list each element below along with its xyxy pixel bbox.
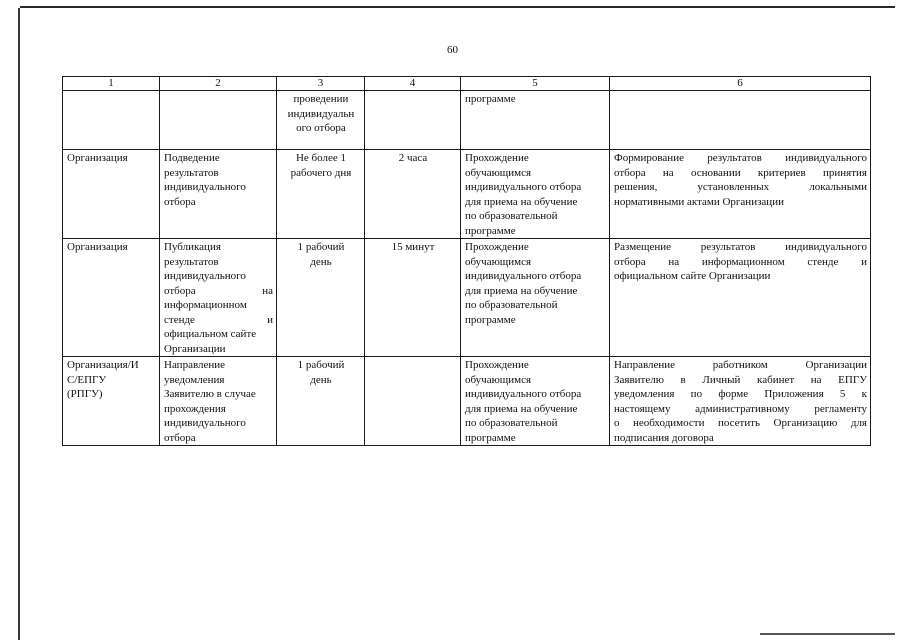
cell-line: отбора — [164, 431, 196, 444]
cell-line: официальном сайте — [164, 328, 257, 340]
cell-time — [365, 150, 461, 239]
cell-line: Заявителю в Личный кабинет на ЕПГУ — [614, 373, 867, 386]
cell-actor — [63, 91, 160, 150]
cell-line: Организация — [67, 152, 128, 164]
cell-line: индивидуальн — [287, 107, 355, 120]
cell-time — [365, 91, 461, 150]
cell-line: С/ЕПГУ — [67, 373, 107, 386]
cell-line: 1 рабочий — [297, 359, 345, 371]
cell-procedure — [160, 150, 277, 239]
column-header: 2 — [160, 77, 277, 91]
cell-line: Прохождение — [465, 152, 529, 164]
cell-line: индивидуального отбора — [465, 388, 582, 400]
scan-border-top — [20, 6, 895, 8]
cell-line: Организация/И — [67, 359, 139, 371]
cell-line: Организация — [67, 241, 128, 253]
cell-result — [610, 239, 871, 357]
column-header: 1 — [63, 77, 160, 91]
cell-line: 15 минут — [391, 241, 435, 253]
cell-line: отбора — [164, 195, 196, 208]
cell-line: нормативными актами Организации — [614, 195, 784, 208]
cell-line: Направление работником Организации — [614, 359, 867, 371]
page-number: 60 — [447, 44, 458, 56]
cell-result — [610, 357, 871, 446]
cell-actor — [63, 150, 160, 239]
cell-line: по образовательной — [465, 417, 558, 429]
scan-border-left — [18, 8, 20, 640]
cell-criteria — [461, 91, 610, 150]
cell-result — [610, 150, 871, 239]
cell-line: для приема на обучение — [465, 402, 578, 415]
cell-line: Организации — [164, 342, 226, 355]
table-row — [63, 150, 871, 239]
scan-border-bottom — [760, 633, 895, 635]
cell-line: программе — [465, 313, 516, 326]
cell-line: день — [310, 255, 332, 268]
table-row — [63, 91, 871, 150]
cell-line: 1 рабочий — [297, 241, 345, 253]
cell-line: подписания договора — [614, 431, 714, 444]
cell-duration — [277, 91, 365, 150]
cell-criteria — [461, 150, 610, 239]
column-header: 4 — [365, 77, 461, 91]
cell-line: Формирование результатов индивидуального — [614, 152, 867, 164]
cell-actor — [63, 357, 160, 446]
cell-line: программе — [465, 431, 516, 444]
cell-procedure — [160, 357, 277, 446]
cell-line: обучающимся — [465, 166, 532, 179]
cell-line: решения, установленных локальными — [614, 181, 867, 193]
cell-duration — [277, 357, 365, 446]
cell-line: информационном — [164, 299, 247, 311]
cell-line: индивидуального — [164, 270, 246, 282]
cell-line: Не более 1 — [295, 152, 347, 164]
cell-duration — [277, 239, 365, 357]
cell-line: официальном сайте Организации — [614, 270, 771, 282]
cell-line: обучающимся — [465, 373, 532, 386]
cell-line: программе — [465, 224, 516, 237]
cell-line: о необходимости посетить Организацию для — [614, 417, 867, 429]
cell-line: прохождения — [164, 402, 226, 415]
procedure-table — [62, 76, 871, 446]
cell-line: день — [310, 373, 332, 386]
cell-line: (РПГУ) — [67, 388, 103, 400]
cell-line: проведении — [293, 93, 349, 105]
cell-criteria — [461, 357, 610, 446]
cell-line: отбора на основании критериев принятия — [614, 166, 867, 179]
cell-criteria — [461, 239, 610, 357]
cell-line: отбора на — [164, 284, 273, 297]
cell-line: индивидуального отбора — [465, 181, 582, 193]
cell-line: ого отбора — [296, 122, 346, 134]
cell-line: Прохождение — [465, 359, 529, 371]
cell-line: индивидуального отбора — [465, 270, 582, 282]
cell-line: для приема на обучение — [465, 284, 578, 297]
cell-time — [365, 357, 461, 446]
cell-line: результатов — [164, 255, 219, 268]
cell-line: индивидуального — [164, 417, 246, 429]
cell-time — [365, 239, 461, 357]
cell-line: программе — [465, 93, 516, 105]
cell-line: уведомления — [164, 373, 225, 386]
cell-line: настоящему административному регламенту — [614, 402, 867, 415]
cell-line: результатов — [164, 166, 219, 179]
cell-line: стенде и — [164, 313, 273, 326]
cell-duration — [277, 150, 365, 239]
cell-line: 2 часа — [398, 152, 428, 164]
cell-line: уведомления по форме Приложения 5 к — [614, 388, 867, 400]
cell-line: для приема на обучение — [465, 195, 578, 208]
table-row — [63, 239, 871, 357]
cell-line: Направление — [164, 359, 226, 371]
cell-procedure — [160, 239, 277, 357]
cell-line: рабочего дня — [290, 166, 352, 179]
cell-result — [610, 91, 871, 150]
cell-actor — [63, 239, 160, 357]
cell-line: по образовательной — [465, 210, 558, 222]
column-header: 5 — [461, 77, 610, 91]
cell-line: Заявителю в случае — [164, 388, 256, 400]
cell-line: по образовательной — [465, 299, 558, 311]
column-header: 3 — [277, 77, 365, 91]
cell-procedure — [160, 91, 277, 150]
cell-line: Подведение — [164, 152, 220, 164]
cell-line: индивидуального — [164, 181, 246, 193]
cell-line: Публикация — [164, 241, 221, 253]
cell-line: обучающимся — [465, 255, 532, 268]
cell-line: Прохождение — [465, 241, 529, 253]
cell-line: Размещение результатов индивидуального — [614, 241, 867, 253]
cell-line: отбора на информационном стенде и — [614, 255, 867, 268]
table-row — [63, 357, 871, 446]
table-header-row — [63, 77, 871, 91]
column-header: 6 — [610, 77, 871, 91]
